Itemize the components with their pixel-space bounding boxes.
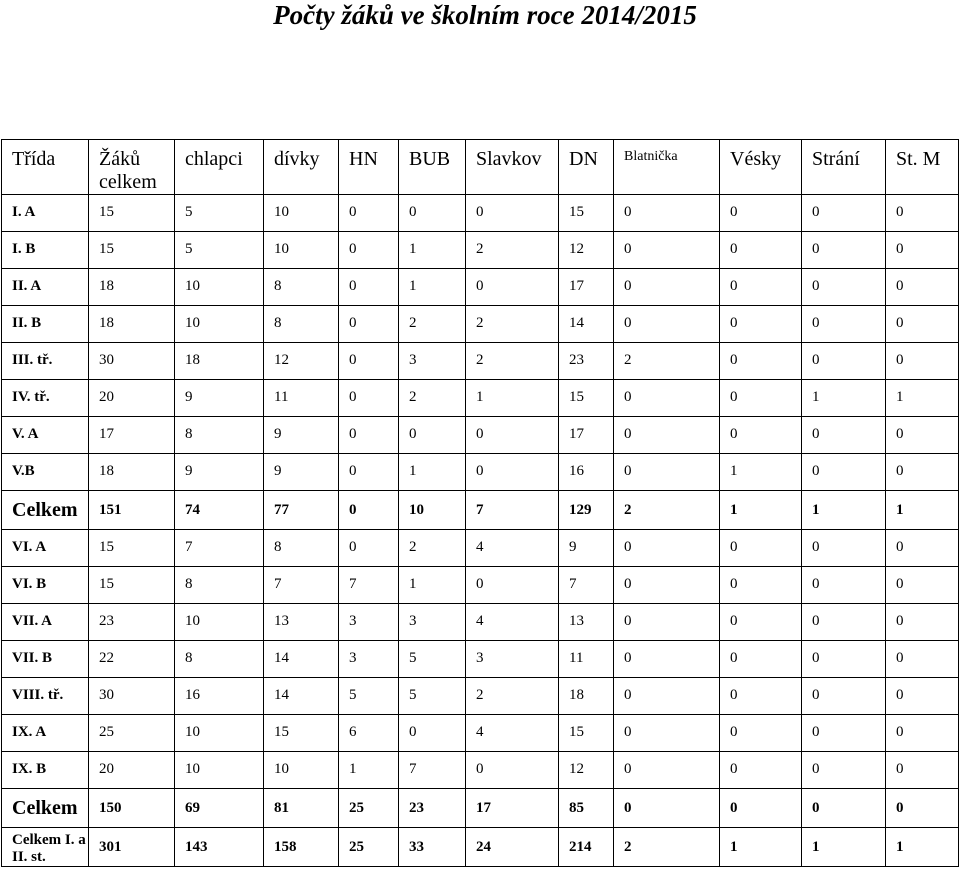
table-cell: 8 [175, 567, 264, 604]
table-cell: 14 [559, 306, 614, 343]
row-label: III. tř. [2, 343, 89, 380]
table-cell: 18 [89, 454, 175, 491]
table-cell: 18 [89, 306, 175, 343]
table-cell: 3 [339, 641, 399, 678]
table-cell: 25 [339, 789, 399, 828]
table-row [2, 678, 959, 715]
table-cell: 85 [559, 789, 614, 828]
row-label: IV. tř. [2, 380, 89, 417]
table-cell: 15 [89, 530, 175, 567]
table-cell: 8 [175, 417, 264, 454]
table-row [2, 380, 959, 417]
table-cell: 0 [339, 380, 399, 417]
table-cell: 1 [399, 232, 466, 269]
table-row [2, 232, 959, 269]
table-cell: 9 [175, 454, 264, 491]
table-cell: 143 [175, 828, 264, 867]
table-cell: 12 [264, 343, 339, 380]
table-cell: 15 [559, 195, 614, 232]
table-cell: 13 [264, 604, 339, 641]
table-cell: 77 [264, 491, 339, 530]
table-cell: 12 [559, 232, 614, 269]
table-cell: 1 [886, 380, 959, 417]
table-cell: 22 [89, 641, 175, 678]
table-cell: 15 [89, 232, 175, 269]
column-header: Třída [2, 140, 89, 195]
table-cell: 10 [175, 752, 264, 789]
table-cell: 15 [264, 715, 339, 752]
row-label: V.B [2, 454, 89, 491]
table-cell: 0 [466, 567, 559, 604]
table-cell: 15 [559, 715, 614, 752]
table-cell: 0 [339, 530, 399, 567]
table-cell: 11 [264, 380, 339, 417]
table-cell: 0 [614, 269, 720, 306]
table-cell: 23 [89, 604, 175, 641]
table-cell: 301 [89, 828, 175, 867]
table-cell: 5 [175, 232, 264, 269]
table-cell: 1 [399, 269, 466, 306]
table-total-row [2, 828, 959, 867]
table-cell: 24 [466, 828, 559, 867]
table-cell: 0 [339, 232, 399, 269]
table-cell: 0 [886, 306, 959, 343]
table-cell: 0 [886, 417, 959, 454]
table-cell: 17 [559, 417, 614, 454]
table-cell: 2 [399, 306, 466, 343]
table-cell: 1 [886, 491, 959, 530]
table-cell: 0 [339, 417, 399, 454]
table-row [2, 641, 959, 678]
table-cell: 17 [466, 789, 559, 828]
table-cell: 8 [264, 269, 339, 306]
table-cell: 15 [559, 380, 614, 417]
table-cell: 10 [175, 715, 264, 752]
table-cell: 2 [399, 380, 466, 417]
row-label: Celkem [2, 491, 89, 530]
table-row [2, 343, 959, 380]
table-cell: 0 [886, 454, 959, 491]
table-cell: 16 [559, 454, 614, 491]
table-cell: 17 [559, 269, 614, 306]
table-cell: 2 [466, 306, 559, 343]
table-cell: 0 [720, 641, 802, 678]
table-cell: 0 [614, 641, 720, 678]
table-cell: 0 [802, 678, 886, 715]
table-cell: 0 [802, 530, 886, 567]
table-cell: 9 [559, 530, 614, 567]
table-cell: 23 [559, 343, 614, 380]
table-cell: 7 [264, 567, 339, 604]
table-cell: 0 [720, 269, 802, 306]
table-cell: 0 [720, 195, 802, 232]
table-cell: 0 [614, 530, 720, 567]
table-cell: 14 [264, 678, 339, 715]
table-cell: 0 [720, 417, 802, 454]
table-cell: 7 [175, 530, 264, 567]
table-cell: 10 [399, 491, 466, 530]
table-cell: 0 [886, 343, 959, 380]
row-label: IX. A [2, 715, 89, 752]
table-cell: 1 [886, 828, 959, 867]
table-cell: 0 [339, 195, 399, 232]
table-cell: 0 [339, 306, 399, 343]
table-cell: 0 [339, 454, 399, 491]
table-cell: 0 [802, 752, 886, 789]
table-cell: 0 [802, 454, 886, 491]
table-cell: 0 [802, 417, 886, 454]
table-cell: 129 [559, 491, 614, 530]
table-cell: 0 [399, 417, 466, 454]
table-cell: 0 [802, 306, 886, 343]
table-cell: 0 [339, 343, 399, 380]
column-header: Blatnička [614, 140, 720, 195]
column-header: Vésky [720, 140, 802, 195]
table-cell: 7 [466, 491, 559, 530]
table-cell: 1 [802, 380, 886, 417]
table-cell: 33 [399, 828, 466, 867]
table-cell: 23 [399, 789, 466, 828]
table-row [2, 195, 959, 232]
table-cell: 9 [175, 380, 264, 417]
table-cell: 5 [175, 195, 264, 232]
column-header: chlapci [175, 140, 264, 195]
table-row [2, 715, 959, 752]
table-cell: 0 [886, 567, 959, 604]
table-cell: 1 [399, 567, 466, 604]
table-cell: 0 [466, 454, 559, 491]
table-cell: 81 [264, 789, 339, 828]
table-cell: 0 [886, 195, 959, 232]
table-cell: 0 [802, 343, 886, 380]
table-cell: 0 [614, 752, 720, 789]
table-cell: 1 [802, 491, 886, 530]
table-cell: 2 [614, 491, 720, 530]
table-cell: 0 [720, 752, 802, 789]
table-cell: 0 [614, 454, 720, 491]
table-cell: 2 [614, 343, 720, 380]
table-cell: 30 [89, 678, 175, 715]
table-cell: 0 [886, 789, 959, 828]
table-cell: 4 [466, 715, 559, 752]
table-cell: 0 [802, 789, 886, 828]
table-header-row [2, 140, 959, 195]
table-cell: 0 [614, 678, 720, 715]
row-label: IX. B [2, 752, 89, 789]
table-cell: 0 [614, 715, 720, 752]
table-cell: 9 [264, 454, 339, 491]
table-row [2, 752, 959, 789]
table-cell: 30 [89, 343, 175, 380]
row-label: VIII. tř. [2, 678, 89, 715]
row-label: Celkem [2, 789, 89, 828]
table-cell: 0 [886, 678, 959, 715]
table-cell: 5 [399, 641, 466, 678]
row-label: VI. A [2, 530, 89, 567]
table-cell: 74 [175, 491, 264, 530]
table-cell: 1 [720, 491, 802, 530]
table-cell: 15 [89, 195, 175, 232]
table-cell: 0 [614, 195, 720, 232]
row-label: II. B [2, 306, 89, 343]
table-cell: 0 [802, 715, 886, 752]
table-cell: 0 [720, 789, 802, 828]
table-cell: 0 [720, 567, 802, 604]
table-cell: 10 [175, 269, 264, 306]
row-label: Celkem I. a II. st. [2, 828, 89, 867]
table-cell: 0 [720, 306, 802, 343]
table-cell: 1 [339, 752, 399, 789]
row-label: VII. A [2, 604, 89, 641]
table-cell: 0 [802, 195, 886, 232]
row-label: VII. B [2, 641, 89, 678]
table-cell: 0 [614, 567, 720, 604]
table-total-row [2, 491, 959, 530]
table-cell: 0 [720, 715, 802, 752]
table-cell: 69 [175, 789, 264, 828]
table-cell: 1 [466, 380, 559, 417]
column-header: HN [339, 140, 399, 195]
column-header: DN [559, 140, 614, 195]
table-cell: 0 [802, 567, 886, 604]
table-cell: 8 [264, 306, 339, 343]
table-cell: 5 [399, 678, 466, 715]
column-header: Žáků celkem [89, 140, 175, 195]
table-cell: 0 [466, 195, 559, 232]
table-cell: 1 [802, 828, 886, 867]
table-cell: 12 [559, 752, 614, 789]
table-cell: 2 [466, 343, 559, 380]
table-cell: 3 [399, 604, 466, 641]
table-cell: 8 [175, 641, 264, 678]
table-cell: 151 [89, 491, 175, 530]
column-header: Slavkov [466, 140, 559, 195]
table-cell: 1 [399, 454, 466, 491]
table-cell: 18 [175, 343, 264, 380]
table-cell: 10 [264, 752, 339, 789]
table-cell: 2 [614, 828, 720, 867]
table-cell: 6 [339, 715, 399, 752]
table-row [2, 454, 959, 491]
table-cell: 15 [89, 567, 175, 604]
table-cell: 10 [175, 604, 264, 641]
table-cell: 20 [89, 380, 175, 417]
column-header: BUB [399, 140, 466, 195]
student-count-table [1, 139, 959, 867]
row-label: I. A [2, 195, 89, 232]
table-row [2, 530, 959, 567]
table-cell: 0 [802, 604, 886, 641]
column-header: Strání [802, 140, 886, 195]
table-cell: 3 [466, 641, 559, 678]
table-cell: 7 [559, 567, 614, 604]
table-cell: 2 [399, 530, 466, 567]
table-cell: 0 [886, 604, 959, 641]
table-cell: 13 [559, 604, 614, 641]
table-cell: 0 [399, 715, 466, 752]
table-cell: 17 [89, 417, 175, 454]
table-cell: 3 [399, 343, 466, 380]
table-cell: 0 [614, 380, 720, 417]
table-cell: 18 [559, 678, 614, 715]
table-row [2, 567, 959, 604]
table-cell: 0 [614, 604, 720, 641]
table-cell: 3 [339, 604, 399, 641]
table-cell: 158 [264, 828, 339, 867]
table-cell: 7 [399, 752, 466, 789]
table-cell: 0 [720, 530, 802, 567]
row-label: I. B [2, 232, 89, 269]
table-cell: 4 [466, 604, 559, 641]
table-cell: 0 [886, 752, 959, 789]
table-cell: 1 [720, 454, 802, 491]
table-cell: 9 [264, 417, 339, 454]
table-cell: 10 [264, 232, 339, 269]
table-cell: 4 [466, 530, 559, 567]
table-cell: 150 [89, 789, 175, 828]
row-label: VI. B [2, 567, 89, 604]
table-cell: 25 [89, 715, 175, 752]
table-cell: 20 [89, 752, 175, 789]
table-cell: 0 [886, 232, 959, 269]
table-cell: 0 [399, 195, 466, 232]
table-cell: 0 [466, 752, 559, 789]
table-cell: 0 [802, 641, 886, 678]
table-row [2, 306, 959, 343]
table-cell: 18 [89, 269, 175, 306]
row-label: V. A [2, 417, 89, 454]
table-cell: 0 [886, 715, 959, 752]
table-cell: 10 [264, 195, 339, 232]
table-cell: 25 [339, 828, 399, 867]
column-header: St. M [886, 140, 959, 195]
table-cell: 0 [886, 530, 959, 567]
table-cell: 0 [802, 232, 886, 269]
table-cell: 1 [720, 828, 802, 867]
table-cell: 10 [175, 306, 264, 343]
table-cell: 8 [264, 530, 339, 567]
table-cell: 214 [559, 828, 614, 867]
table-cell: 5 [339, 678, 399, 715]
table-cell: 0 [802, 269, 886, 306]
table-cell: 16 [175, 678, 264, 715]
table-cell: 0 [339, 491, 399, 530]
table-cell: 14 [264, 641, 339, 678]
table-cell: 0 [720, 604, 802, 641]
column-header: dívky [264, 140, 339, 195]
page-title: Počty žáků ve školním roce 2014/2015 [273, 0, 697, 30]
table-cell: 0 [614, 789, 720, 828]
table-cell: 0 [614, 417, 720, 454]
table-cell: 0 [720, 232, 802, 269]
table-row [2, 604, 959, 641]
table-row [2, 269, 959, 306]
table-cell: 0 [466, 417, 559, 454]
table-cell: 0 [720, 678, 802, 715]
table-cell: 2 [466, 678, 559, 715]
table-cell: 0 [886, 269, 959, 306]
table-cell: 7 [339, 567, 399, 604]
table-cell: 0 [720, 380, 802, 417]
table-cell: 0 [614, 306, 720, 343]
table-cell: 0 [339, 269, 399, 306]
row-label: II. A [2, 269, 89, 306]
table-cell: 0 [720, 343, 802, 380]
table-cell: 0 [886, 641, 959, 678]
table-cell: 2 [466, 232, 559, 269]
table-cell: 0 [466, 269, 559, 306]
table-cell: 0 [614, 232, 720, 269]
table-total-row [2, 789, 959, 828]
table-cell: 11 [559, 641, 614, 678]
table-row [2, 417, 959, 454]
